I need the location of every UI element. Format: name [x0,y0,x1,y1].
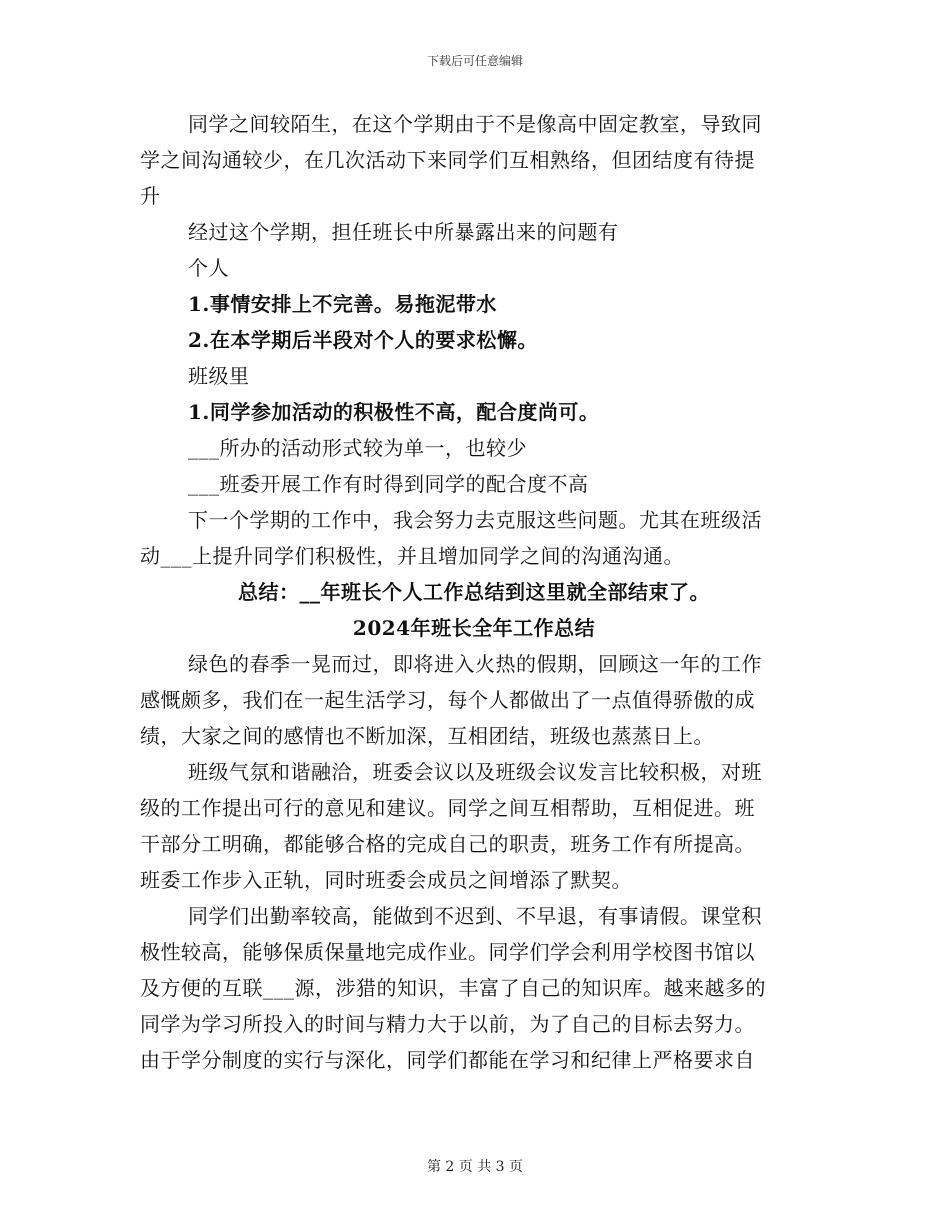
text-line: 动___上提升同学们积极性，并且增加同学之间的沟通沟通。 [140,544,684,568]
text-line: ___班委开展工作有时得到同学的配合度不高 [188,472,589,496]
text-line: 极性较高，能够保质保量地完成作业。同学们学会利用学校图书馆以 [140,940,755,964]
text-line: 个人 [188,256,229,280]
text-line: 2.在本学期后半段对个人的要求松懈。 [188,328,538,352]
text-line: 及方便的互联___源，涉猎的知识，丰富了自己的知识库。越来越多的 [140,976,766,1000]
text-line: 1.事情安排上不完善。易拖泥带水 [188,292,497,316]
text-line: 下一个学期的工作中，我会努力去克服这些问题。尤其在班级活 [188,508,762,532]
text-line: 班委工作步入正轨，同时班委会成员之间增添了默契。 [140,868,632,892]
document-body [140,106,808,1078]
text-line: 由于学分制度的实行与深化，同学们都能在学习和纪律上严格要求自 [140,1048,755,1072]
text-line: 同学为学习所投入的时间与精力大于以前，为了自己的目标去努力。 [140,1012,755,1036]
page-number: 第 2 页 共 3 页 [426,1159,524,1175]
header-note: 下载后可任意编辑 [426,54,523,68]
text-line: 1.同学参加活动的积极性不高，配合度尚可。 [188,400,600,424]
heading-line: 2024年班长全年工作总结 [352,616,596,640]
text-line: 学之间沟通较少，在几次活动下来同学们互相熟络，但团结度有待提 [140,148,755,172]
text-line: 绿色的春季一晃而过，即将进入火热的假期，回顾这一年的工作 [188,652,762,676]
text-line: 干部分工明确，都能够合格的完成自己的职责，班务工作有所提高。 [140,832,755,856]
text-line: 班级气氛和谐融洽，班委会议以及班级会议发言比较积极，对班 [188,760,762,784]
text-line: 班级里 [188,364,250,388]
text-line: 感慨颇多，我们在一起生活学习，每个人都做出了一点值得骄傲的成 [140,688,755,712]
text-line: 升 [140,184,161,208]
text-line: 同学之间较陌生，在这个学期由于不是像高中固定教室，导致同 [188,112,762,136]
text-line: 经过这个学期，担任班长中所暴露出来的问题有 [188,220,619,244]
heading-line: 总结：__年班长个人工作总结到这里就全部结束了。 [238,580,710,604]
text-line: 级的工作提出可行的意见和建议。同学之间互相帮助，互相促进。班 [140,796,755,820]
text-line: 同学们出勤率较高，能做到不迟到、不早退，有事请假。课堂积 [188,904,762,928]
text-line: 绩，大家之间的感情也不断加深，互相团结，班级也蒸蒸日上。 [140,724,714,748]
text-line: ___所办的活动形式较为单一，也较少 [188,436,527,460]
